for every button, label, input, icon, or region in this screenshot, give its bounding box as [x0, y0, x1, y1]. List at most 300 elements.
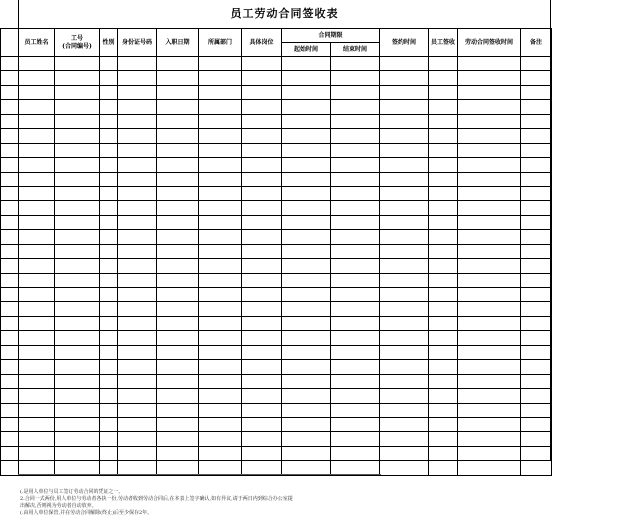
- table-cell[interactable]: [118, 259, 157, 273]
- table-cell[interactable]: [118, 158, 157, 172]
- table-cell[interactable]: [331, 345, 380, 359]
- table-cell[interactable]: [282, 345, 331, 359]
- table-cell[interactable]: [429, 273, 458, 287]
- table-cell[interactable]: [458, 461, 521, 475]
- table-cell[interactable]: [282, 374, 331, 388]
- table-cell[interactable]: [429, 302, 458, 316]
- table-cell[interactable]: [380, 461, 429, 475]
- table-cell[interactable]: [331, 432, 380, 446]
- table-cell[interactable]: [55, 172, 100, 186]
- table-cell[interactable]: [331, 186, 380, 200]
- table-cell[interactable]: [331, 302, 380, 316]
- table-cell[interactable]: [199, 143, 242, 157]
- table-cell[interactable]: [331, 374, 380, 388]
- table-cell[interactable]: [1, 230, 19, 244]
- table-cell[interactable]: [282, 85, 331, 99]
- table-cell[interactable]: [429, 259, 458, 273]
- table-cell[interactable]: [199, 302, 242, 316]
- table-cell[interactable]: [242, 345, 282, 359]
- table-cell[interactable]: [1, 389, 19, 403]
- table-cell[interactable]: [157, 129, 199, 143]
- table-cell[interactable]: [100, 288, 118, 302]
- table-cell[interactable]: [331, 259, 380, 273]
- table-cell[interactable]: [100, 71, 118, 85]
- table-cell[interactable]: [199, 215, 242, 229]
- table-cell[interactable]: [199, 273, 242, 287]
- table-cell[interactable]: [55, 71, 100, 85]
- table-cell[interactable]: [282, 172, 331, 186]
- table-cell[interactable]: [19, 244, 55, 258]
- table-cell[interactable]: [1, 417, 19, 431]
- table-cell[interactable]: [100, 172, 118, 186]
- table-cell[interactable]: [55, 288, 100, 302]
- table-cell[interactable]: [100, 85, 118, 99]
- table-cell[interactable]: [458, 345, 521, 359]
- table-cell[interactable]: [331, 158, 380, 172]
- table-cell[interactable]: [380, 331, 429, 345]
- table-cell[interactable]: [100, 57, 118, 71]
- table-cell[interactable]: [118, 215, 157, 229]
- table-cell[interactable]: [157, 288, 199, 302]
- table-cell[interactable]: [380, 143, 429, 157]
- table-cell[interactable]: [458, 331, 521, 345]
- table-cell[interactable]: [100, 201, 118, 215]
- table-cell[interactable]: [282, 302, 331, 316]
- table-cell[interactable]: [19, 331, 55, 345]
- table-cell[interactable]: [19, 100, 55, 114]
- table-cell[interactable]: [199, 85, 242, 99]
- table-cell[interactable]: [458, 201, 521, 215]
- table-cell[interactable]: [521, 446, 552, 460]
- table-cell[interactable]: [429, 288, 458, 302]
- table-cell[interactable]: [55, 143, 100, 157]
- table-cell[interactable]: [1, 201, 19, 215]
- table-cell[interactable]: [429, 432, 458, 446]
- table-cell[interactable]: [1, 114, 19, 128]
- table-cell[interactable]: [242, 403, 282, 417]
- table-cell[interactable]: [458, 158, 521, 172]
- table-cell[interactable]: [458, 71, 521, 85]
- table-cell[interactable]: [331, 201, 380, 215]
- table-cell[interactable]: [19, 129, 55, 143]
- table-cell[interactable]: [458, 85, 521, 99]
- table-cell[interactable]: [118, 273, 157, 287]
- table-cell[interactable]: [521, 71, 552, 85]
- table-cell[interactable]: [55, 302, 100, 316]
- table-cell[interactable]: [429, 374, 458, 388]
- table-cell[interactable]: [282, 316, 331, 330]
- table-cell[interactable]: [380, 432, 429, 446]
- table-cell[interactable]: [331, 71, 380, 85]
- table-cell[interactable]: [242, 143, 282, 157]
- table-cell[interactable]: [55, 417, 100, 431]
- table-cell[interactable]: [380, 273, 429, 287]
- table-cell[interactable]: [19, 230, 55, 244]
- table-cell[interactable]: [380, 186, 429, 200]
- table-cell[interactable]: [521, 230, 552, 244]
- table-cell[interactable]: [429, 57, 458, 71]
- table-cell[interactable]: [242, 360, 282, 374]
- table-cell[interactable]: [118, 143, 157, 157]
- table-cell[interactable]: [380, 57, 429, 71]
- table-cell[interactable]: [458, 417, 521, 431]
- table-cell[interactable]: [458, 302, 521, 316]
- table-cell[interactable]: [458, 374, 521, 388]
- table-cell[interactable]: [1, 259, 19, 273]
- table-cell[interactable]: [55, 389, 100, 403]
- table-cell[interactable]: [100, 143, 118, 157]
- table-cell[interactable]: [429, 114, 458, 128]
- table-cell[interactable]: [118, 389, 157, 403]
- table-cell[interactable]: [157, 114, 199, 128]
- table-cell[interactable]: [429, 201, 458, 215]
- table-cell[interactable]: [19, 259, 55, 273]
- table-cell[interactable]: [282, 432, 331, 446]
- table-cell[interactable]: [242, 201, 282, 215]
- table-cell[interactable]: [242, 331, 282, 345]
- table-cell[interactable]: [380, 215, 429, 229]
- table-cell[interactable]: [521, 259, 552, 273]
- table-cell[interactable]: [118, 331, 157, 345]
- table-cell[interactable]: [19, 85, 55, 99]
- table-cell[interactable]: [458, 244, 521, 258]
- table-cell[interactable]: [380, 172, 429, 186]
- table-cell[interactable]: [1, 288, 19, 302]
- table-cell[interactable]: [100, 129, 118, 143]
- table-cell[interactable]: [55, 345, 100, 359]
- table-cell[interactable]: [100, 374, 118, 388]
- table-cell[interactable]: [282, 100, 331, 114]
- table-cell[interactable]: [55, 215, 100, 229]
- table-cell[interactable]: [55, 186, 100, 200]
- table-cell[interactable]: [1, 244, 19, 258]
- table-cell[interactable]: [199, 374, 242, 388]
- table-cell[interactable]: [429, 230, 458, 244]
- table-cell[interactable]: [118, 172, 157, 186]
- table-cell[interactable]: [100, 215, 118, 229]
- table-cell[interactable]: [429, 316, 458, 330]
- table-cell[interactable]: [380, 389, 429, 403]
- table-cell[interactable]: [100, 244, 118, 258]
- table-cell[interactable]: [55, 446, 100, 460]
- table-cell[interactable]: [157, 432, 199, 446]
- table-cell[interactable]: [157, 71, 199, 85]
- table-cell[interactable]: [55, 230, 100, 244]
- table-cell[interactable]: [157, 360, 199, 374]
- table-cell[interactable]: [118, 432, 157, 446]
- table-cell[interactable]: [19, 316, 55, 330]
- table-cell[interactable]: [118, 316, 157, 330]
- table-cell[interactable]: [1, 143, 19, 157]
- table-cell[interactable]: [521, 360, 552, 374]
- table-cell[interactable]: [118, 114, 157, 128]
- table-cell[interactable]: [380, 259, 429, 273]
- table-cell[interactable]: [157, 273, 199, 287]
- table-cell[interactable]: [1, 129, 19, 143]
- table-cell[interactable]: [19, 374, 55, 388]
- table-cell[interactable]: [282, 389, 331, 403]
- table-cell[interactable]: [458, 273, 521, 287]
- table-cell[interactable]: [429, 345, 458, 359]
- table-cell[interactable]: [380, 446, 429, 460]
- table-cell[interactable]: [282, 288, 331, 302]
- table-cell[interactable]: [100, 417, 118, 431]
- table-cell[interactable]: [118, 417, 157, 431]
- table-cell[interactable]: [242, 374, 282, 388]
- table-cell[interactable]: [429, 461, 458, 475]
- table-cell[interactable]: [380, 129, 429, 143]
- table-cell[interactable]: [100, 446, 118, 460]
- table-cell[interactable]: [157, 158, 199, 172]
- table-cell[interactable]: [521, 201, 552, 215]
- table-cell[interactable]: [55, 432, 100, 446]
- table-cell[interactable]: [1, 461, 19, 475]
- table-cell[interactable]: [1, 273, 19, 287]
- table-cell[interactable]: [100, 389, 118, 403]
- table-cell[interactable]: [19, 114, 55, 128]
- table-cell[interactable]: [157, 215, 199, 229]
- table-cell[interactable]: [199, 158, 242, 172]
- table-cell[interactable]: [429, 143, 458, 157]
- table-cell[interactable]: [331, 288, 380, 302]
- table-cell[interactable]: [100, 273, 118, 287]
- table-cell[interactable]: [458, 446, 521, 460]
- table-cell[interactable]: [458, 389, 521, 403]
- table-cell[interactable]: [521, 432, 552, 446]
- table-cell[interactable]: [521, 417, 552, 431]
- table-cell[interactable]: [55, 403, 100, 417]
- table-cell[interactable]: [429, 129, 458, 143]
- table-cell[interactable]: [521, 215, 552, 229]
- table-cell[interactable]: [282, 186, 331, 200]
- table-cell[interactable]: [429, 360, 458, 374]
- table-cell[interactable]: [19, 186, 55, 200]
- table-cell[interactable]: [199, 446, 242, 460]
- table-cell[interactable]: [282, 403, 331, 417]
- table-cell[interactable]: [521, 57, 552, 71]
- table-cell[interactable]: [55, 374, 100, 388]
- table-cell[interactable]: [100, 230, 118, 244]
- table-cell[interactable]: [199, 389, 242, 403]
- table-cell[interactable]: [100, 100, 118, 114]
- table-cell[interactable]: [429, 446, 458, 460]
- table-cell[interactable]: [242, 114, 282, 128]
- table-cell[interactable]: [55, 129, 100, 143]
- table-cell[interactable]: [331, 143, 380, 157]
- table-cell[interactable]: [331, 215, 380, 229]
- table-cell[interactable]: [521, 172, 552, 186]
- table-cell[interactable]: [282, 129, 331, 143]
- table-cell[interactable]: [55, 316, 100, 330]
- table-cell[interactable]: [521, 129, 552, 143]
- table-cell[interactable]: [282, 273, 331, 287]
- table-cell[interactable]: [521, 273, 552, 287]
- table-cell[interactable]: [331, 417, 380, 431]
- table-cell[interactable]: [55, 331, 100, 345]
- table-cell[interactable]: [118, 100, 157, 114]
- table-cell[interactable]: [282, 230, 331, 244]
- table-cell[interactable]: [429, 158, 458, 172]
- table-cell[interactable]: [458, 230, 521, 244]
- table-cell[interactable]: [19, 143, 55, 157]
- table-cell[interactable]: [282, 331, 331, 345]
- table-cell[interactable]: [429, 389, 458, 403]
- table-cell[interactable]: [458, 288, 521, 302]
- table-cell[interactable]: [429, 85, 458, 99]
- table-cell[interactable]: [199, 244, 242, 258]
- table-cell[interactable]: [282, 114, 331, 128]
- table-cell[interactable]: [521, 244, 552, 258]
- table-cell[interactable]: [282, 259, 331, 273]
- table-cell[interactable]: [429, 417, 458, 431]
- table-cell[interactable]: [282, 417, 331, 431]
- table-cell[interactable]: [199, 331, 242, 345]
- table-cell[interactable]: [331, 114, 380, 128]
- table-cell[interactable]: [55, 201, 100, 215]
- table-cell[interactable]: [521, 85, 552, 99]
- table-cell[interactable]: [331, 244, 380, 258]
- table-cell[interactable]: [521, 114, 552, 128]
- table-cell[interactable]: [242, 389, 282, 403]
- table-cell[interactable]: [55, 100, 100, 114]
- table-cell[interactable]: [242, 129, 282, 143]
- table-cell[interactable]: [331, 389, 380, 403]
- table-cell[interactable]: [1, 360, 19, 374]
- table-cell[interactable]: [199, 129, 242, 143]
- table-cell[interactable]: [380, 417, 429, 431]
- table-cell[interactable]: [242, 71, 282, 85]
- table-cell[interactable]: [157, 186, 199, 200]
- table-cell[interactable]: [1, 71, 19, 85]
- table-cell[interactable]: [282, 244, 331, 258]
- table-cell[interactable]: [458, 316, 521, 330]
- table-cell[interactable]: [380, 100, 429, 114]
- table-cell[interactable]: [429, 186, 458, 200]
- table-cell[interactable]: [55, 158, 100, 172]
- table-cell[interactable]: [19, 71, 55, 85]
- table-cell[interactable]: [429, 403, 458, 417]
- table-cell[interactable]: [199, 71, 242, 85]
- table-cell[interactable]: [429, 215, 458, 229]
- table-cell[interactable]: [157, 143, 199, 157]
- table-cell[interactable]: [331, 129, 380, 143]
- table-cell[interactable]: [199, 201, 242, 215]
- table-cell[interactable]: [282, 158, 331, 172]
- table-cell[interactable]: [199, 57, 242, 71]
- table-cell[interactable]: [199, 259, 242, 273]
- table-cell[interactable]: [521, 100, 552, 114]
- table-cell[interactable]: [282, 215, 331, 229]
- table-cell[interactable]: [100, 302, 118, 316]
- table-cell[interactable]: [242, 432, 282, 446]
- table-cell[interactable]: [242, 158, 282, 172]
- table-cell[interactable]: [380, 71, 429, 85]
- table-cell[interactable]: [157, 85, 199, 99]
- table-cell[interactable]: [157, 230, 199, 244]
- table-cell[interactable]: [380, 403, 429, 417]
- table-cell[interactable]: [521, 403, 552, 417]
- table-cell[interactable]: [458, 129, 521, 143]
- table-cell[interactable]: [100, 360, 118, 374]
- table-cell[interactable]: [19, 389, 55, 403]
- table-cell[interactable]: [521, 461, 552, 475]
- table-cell[interactable]: [1, 345, 19, 359]
- table-cell[interactable]: [331, 85, 380, 99]
- table-cell[interactable]: [521, 389, 552, 403]
- table-cell[interactable]: [242, 172, 282, 186]
- table-cell[interactable]: [380, 244, 429, 258]
- table-cell[interactable]: [118, 201, 157, 215]
- table-cell[interactable]: [380, 374, 429, 388]
- table-cell[interactable]: [521, 345, 552, 359]
- table-cell[interactable]: [429, 244, 458, 258]
- table-cell[interactable]: [199, 403, 242, 417]
- table-cell[interactable]: [199, 100, 242, 114]
- table-cell[interactable]: [19, 403, 55, 417]
- table-cell[interactable]: [19, 417, 55, 431]
- table-cell[interactable]: [118, 345, 157, 359]
- table-cell[interactable]: [100, 316, 118, 330]
- table-cell[interactable]: [331, 57, 380, 71]
- table-cell[interactable]: [19, 215, 55, 229]
- table-cell[interactable]: [157, 316, 199, 330]
- table-cell[interactable]: [19, 432, 55, 446]
- table-cell[interactable]: [199, 316, 242, 330]
- table-cell[interactable]: [19, 172, 55, 186]
- table-cell[interactable]: [55, 360, 100, 374]
- table-cell[interactable]: [157, 345, 199, 359]
- table-cell[interactable]: [458, 57, 521, 71]
- table-cell[interactable]: [331, 403, 380, 417]
- table-cell[interactable]: [199, 230, 242, 244]
- table-cell[interactable]: [19, 158, 55, 172]
- table-cell[interactable]: [100, 186, 118, 200]
- table-cell[interactable]: [380, 316, 429, 330]
- table-cell[interactable]: [380, 114, 429, 128]
- table-cell[interactable]: [100, 331, 118, 345]
- table-cell[interactable]: [1, 215, 19, 229]
- table-cell[interactable]: [380, 288, 429, 302]
- table-cell[interactable]: [429, 100, 458, 114]
- table-cell[interactable]: [118, 85, 157, 99]
- table-cell[interactable]: [55, 273, 100, 287]
- table-cell[interactable]: [331, 230, 380, 244]
- table-cell[interactable]: [55, 259, 100, 273]
- table-cell[interactable]: [331, 273, 380, 287]
- table-cell[interactable]: [157, 244, 199, 258]
- table-cell[interactable]: [242, 215, 282, 229]
- table-cell[interactable]: [521, 302, 552, 316]
- table-cell[interactable]: [380, 85, 429, 99]
- table-cell[interactable]: [331, 331, 380, 345]
- table-cell[interactable]: [118, 230, 157, 244]
- table-cell[interactable]: [242, 288, 282, 302]
- table-cell[interactable]: [1, 331, 19, 345]
- table-cell[interactable]: [19, 360, 55, 374]
- table-cell[interactable]: [118, 57, 157, 71]
- table-cell[interactable]: [199, 345, 242, 359]
- table-cell[interactable]: [157, 446, 199, 460]
- table-cell[interactable]: [242, 244, 282, 258]
- table-cell[interactable]: [458, 100, 521, 114]
- table-cell[interactable]: [282, 71, 331, 85]
- table-cell[interactable]: [55, 244, 100, 258]
- table-cell[interactable]: [199, 186, 242, 200]
- table-cell[interactable]: [199, 360, 242, 374]
- table-cell[interactable]: [55, 57, 100, 71]
- table-cell[interactable]: [1, 302, 19, 316]
- table-cell[interactable]: [100, 114, 118, 128]
